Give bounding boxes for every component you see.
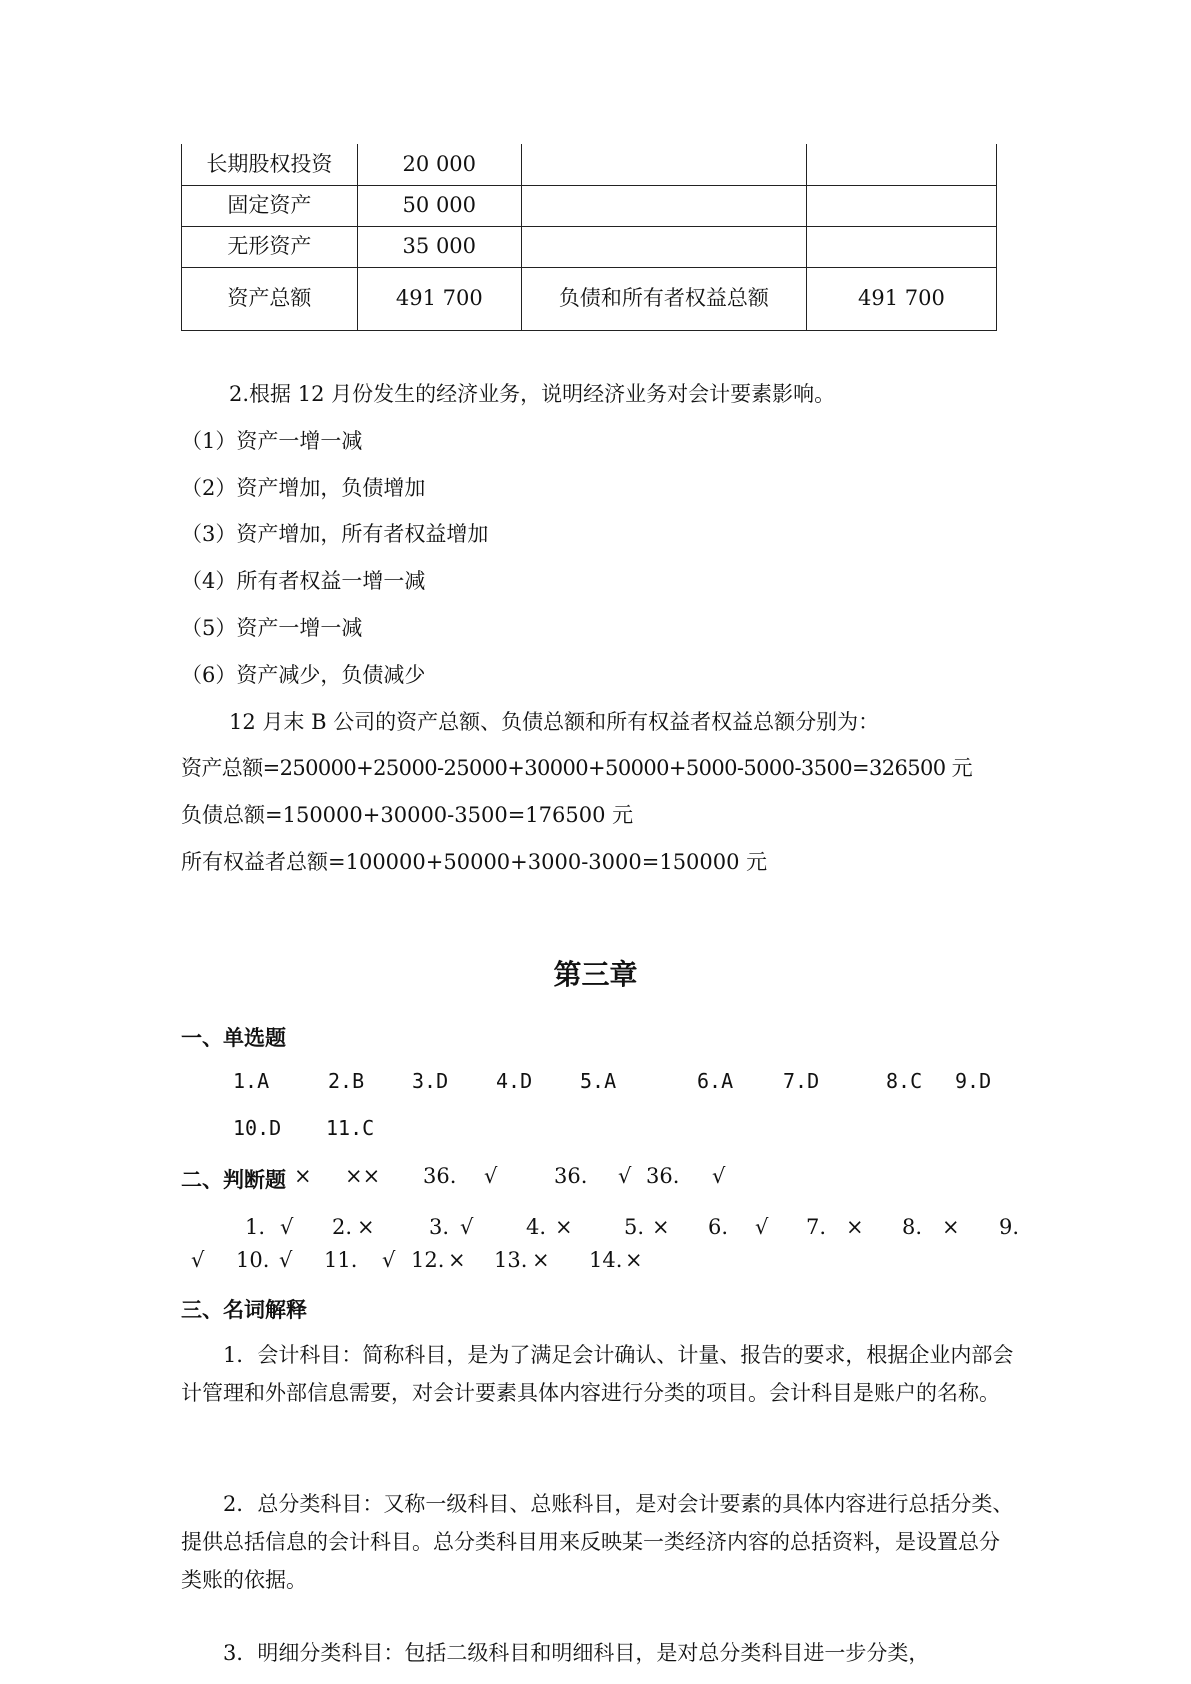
answer-number: 13. bbox=[494, 1248, 528, 1272]
table-cell: 资产总额 bbox=[182, 267, 358, 330]
table-cell: 491 700 bbox=[806, 267, 996, 330]
table-cell: 长期股权投资 bbox=[182, 144, 358, 185]
answer-number: 5. bbox=[624, 1215, 645, 1239]
heading-mark: 36. bbox=[423, 1164, 457, 1188]
answer-number: 6. bbox=[708, 1215, 729, 1239]
section-heading: 一、单选题 bbox=[181, 1025, 286, 1050]
heading-mark: √ bbox=[484, 1164, 498, 1188]
answer-item: 1.A bbox=[233, 1069, 270, 1093]
answer-mark: √ bbox=[279, 1248, 293, 1272]
definition-paragraph: 1．会计科目：简称科目，是为了满足会计确认、计量、报告的要求，根据企业内部会计管理和外部信息需要，对会计要素具体内容进行分类的项目。会计科目是账户的名称。 bbox=[181, 1343, 1014, 1405]
table-cell bbox=[806, 144, 996, 185]
answer-item: 10.D bbox=[233, 1116, 282, 1140]
answer-mark: √ bbox=[191, 1248, 205, 1272]
definition-paragraph: 3．明细分类科目：包括二级科目和明细科目，是对总分类科目进一步分类， bbox=[223, 1641, 930, 1665]
answer-number: 2. bbox=[332, 1215, 353, 1239]
answer-mark: √ bbox=[460, 1215, 474, 1239]
answer-mark: × bbox=[448, 1248, 466, 1272]
chapter-title: 第三章 bbox=[553, 958, 638, 991]
answer-item: 6.A bbox=[697, 1069, 734, 1093]
table-cell: 491 700 bbox=[357, 267, 521, 330]
calc-line: 所有权益者总额=100000+50000+3000-3000=150000 元 bbox=[181, 850, 768, 874]
answer-item: 2.B bbox=[328, 1069, 365, 1093]
table-cell: 20 000 bbox=[357, 144, 521, 185]
answer-mark: √ bbox=[755, 1215, 769, 1239]
question-intro: 2.根据 12 月份发生的经济业务，说明经济业务对会计要素影响。 bbox=[229, 382, 836, 406]
table-cell: 50 000 bbox=[357, 185, 521, 226]
list-item: （2）资产增加，负债增加 bbox=[181, 476, 426, 500]
heading-mark: 36. bbox=[554, 1164, 588, 1188]
answer-mark: × bbox=[532, 1248, 550, 1272]
balance-sheet-table bbox=[181, 144, 997, 331]
heading-mark: 36. bbox=[646, 1164, 680, 1188]
heading-mark: √ bbox=[618, 1164, 632, 1188]
answer-mark: × bbox=[942, 1215, 960, 1239]
answer-mark: × bbox=[625, 1248, 643, 1272]
table-cell bbox=[521, 144, 806, 185]
answer-mark: × bbox=[846, 1215, 864, 1239]
table-cell bbox=[521, 226, 806, 267]
answer-number: 7. bbox=[806, 1215, 827, 1239]
answer-number: 8. bbox=[902, 1215, 923, 1239]
answer-item: 4.D bbox=[496, 1069, 533, 1093]
table-row bbox=[182, 144, 997, 185]
answer-item: 3.D bbox=[412, 1069, 449, 1093]
list-item: （6）资产减少，负债减少 bbox=[181, 663, 426, 687]
answer-number: 4. bbox=[526, 1215, 547, 1239]
table-cell bbox=[806, 226, 996, 267]
table-cell bbox=[806, 185, 996, 226]
answer-item: 9.D bbox=[955, 1069, 992, 1093]
answer-mark: × bbox=[357, 1215, 375, 1239]
calc-line: 负债总额=150000+30000-3500=176500 元 bbox=[181, 803, 634, 827]
calc-line: 资产总额=250000+25000-25000+30000+50000+5000-5000-3500=326500 元 bbox=[181, 756, 973, 780]
table-cell: 35 000 bbox=[357, 226, 521, 267]
answer-mark: × bbox=[652, 1215, 670, 1239]
list-item: （3）资产增加，所有者权益增加 bbox=[181, 522, 489, 546]
answer-number: 11. bbox=[324, 1248, 358, 1272]
heading-mark: √ bbox=[712, 1164, 726, 1188]
heading-mark: × bbox=[294, 1164, 312, 1188]
table-cell bbox=[521, 185, 806, 226]
answer-item: 8.C bbox=[886, 1069, 923, 1093]
heading-mark: ×× bbox=[345, 1164, 381, 1188]
answer-number: 9. bbox=[999, 1215, 1020, 1239]
answer-item: 7.D bbox=[783, 1069, 820, 1093]
answer-number: 10. bbox=[236, 1248, 270, 1272]
answer-item: 5.A bbox=[580, 1069, 617, 1093]
answer-number: 14. bbox=[589, 1248, 623, 1272]
definition-paragraph: 2．总分类科目：又称一级科目、总账科目，是对会计要素的具体内容进行总括分类、提供总括信息的会计科目。总分类科目用来反映某一类经济内容的总括资料，是设置总分类账的依据。 bbox=[181, 1492, 1014, 1592]
answer-mark: × bbox=[555, 1215, 573, 1239]
answer-number: 12. bbox=[411, 1248, 445, 1272]
answer-number: 1. bbox=[245, 1215, 266, 1239]
table-cell: 负债和所有者权益总额 bbox=[521, 267, 806, 330]
summary-line: 12 月末 B 公司的资产总额、负债总额和所有权益者权益总额分别为： bbox=[229, 710, 880, 734]
table-cell: 固定资产 bbox=[182, 185, 358, 226]
table-row bbox=[182, 267, 997, 330]
list-item: （5）资产一增一减 bbox=[181, 616, 363, 640]
table-row bbox=[182, 226, 997, 267]
answer-mark: √ bbox=[382, 1248, 396, 1272]
table-cell: 无形资产 bbox=[182, 226, 358, 267]
list-item: （4）所有者权益一增一减 bbox=[181, 569, 426, 593]
table-row bbox=[182, 185, 997, 226]
list-item: （1）资产一增一减 bbox=[181, 429, 363, 453]
answer-mark: √ bbox=[280, 1215, 294, 1239]
answer-item: 11.C bbox=[326, 1116, 375, 1140]
section-heading: 二、判断题 bbox=[181, 1167, 286, 1192]
answer-number: 3. bbox=[429, 1215, 450, 1239]
section-heading: 三、名词解释 bbox=[181, 1297, 307, 1322]
